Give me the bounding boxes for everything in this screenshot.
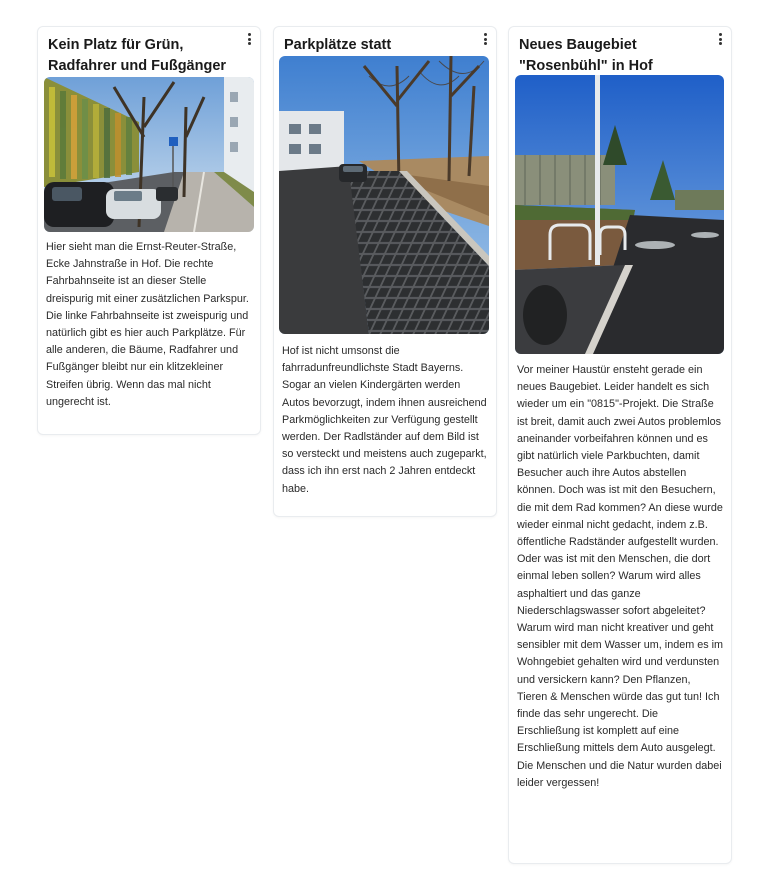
- construction-area-photo-image: [515, 75, 724, 354]
- more-vertical-icon[interactable]: [714, 32, 726, 46]
- card-photo[interactable]: [515, 75, 724, 354]
- card-photo[interactable]: [279, 56, 489, 334]
- card-title: Neues Baugebiet "Rosenbühl" in Hof: [519, 37, 653, 74]
- card-title: Parkplätze statt: [284, 37, 392, 53]
- post-card: [508, 26, 732, 864]
- post-card: [273, 26, 497, 517]
- card-title: Kein Platz für Grün, Radfahrer und Fußgänger: [48, 37, 227, 74]
- card-body-text: Hier sieht man die Ernst-Reuter-Straße, Ecke Jahnstraße in Hof. Die rechte Fahrbahnseite ist an dieser Stelle dreispurig mit einer zusätzlichen Parkspur. Die linke Fahrbahnseite ist zweispurig und natürlich gibt es hier auch Parkplätze. Für alle anderen, die Bäume, Radfahrer und Fußgänger bleibt nur ein klitzekleiner Streifen übrig. Wenn das mal nicht ungerecht ist.: [46, 241, 249, 408]
- parking-photo-image: [279, 56, 489, 334]
- more-vertical-icon[interactable]: [479, 32, 491, 46]
- more-vertical-icon[interactable]: [243, 32, 255, 46]
- card-body-text: Hof ist nicht umsonst die fahrradunfreundlichste Stadt Bayerns. Sogar an vielen Kindergärten werden Autos bevorzugt, indem ihnen ausreichend Parkmöglichkeiten zur Verfügung gestellt werden. Der Radlständer auf dem Bild ist so versteckt und meistens auch zugeparkt, dass ich ihn erst nach 2 Jahren entdeckt habe.: [282, 345, 487, 495]
- card-photo[interactable]: [44, 77, 254, 232]
- post-card: [37, 26, 261, 435]
- street-photo-image: [44, 77, 254, 232]
- card-body-text: Vor meiner Haustür ensteht gerade ein neues Baugebiet. Leider handelt es sich wieder um ein "0815"-Projekt. Die Straße ist breit, damit auch zwei Autos problemlos aneinander vorbeifahren können und es gibt natürlich viele Parkbuchten, damit Besucher auch ihre Autos abstellen können. Doch was ist mit den Besuchern, die mit dem Rad kommen? An diese wurde wieder einmal nicht gedacht, indem z.B. öffentliche Radständer aufgestellt wurden. Oder was ist mit den Menschen, die dort einmal leben sollen? Warum wird alles asphaltiert und das ganze Niederschlagswasser sofort abgeleitet? Warum wird man nicht kreativer und geht sensibler mit dem Wasser um, indem es im Wohngebiet gehalten wird und verdunsten und versickern kann? Den Pflanzen, Tieren & Menschen würde das gut tun! Ich finde das sehr ungerecht. Die Erschließung ist komplett auf eine Erschließung mittels dem Auto ausgelegt. Die Menschen und die Natur wurden dabei leider vergessen!: [517, 364, 723, 789]
